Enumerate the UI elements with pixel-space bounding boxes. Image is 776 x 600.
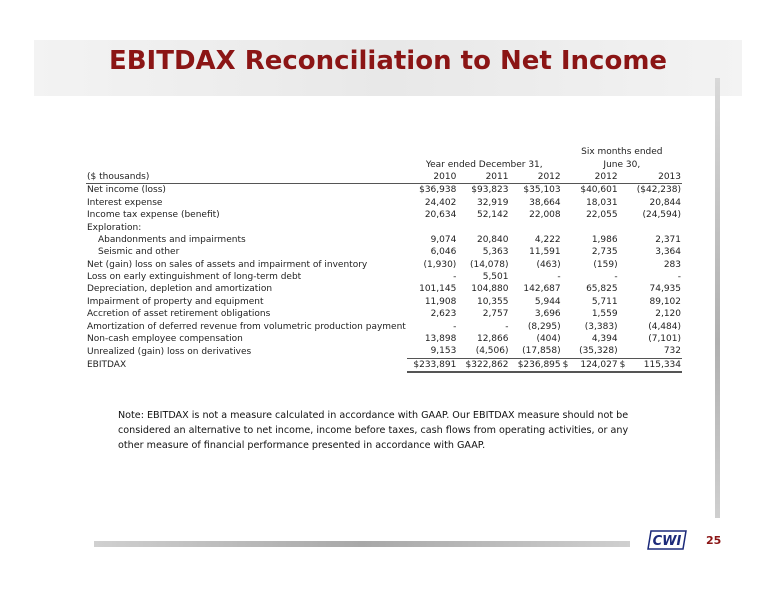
row-label: Interest expense — [87, 197, 163, 208]
header-row-six-months — [86, 146, 682, 158]
spacer-cell — [562, 345, 572, 358]
table-row — [86, 197, 682, 209]
units-label: ($ thousands) — [86, 171, 407, 184]
row-value: 5,944 — [534, 296, 561, 307]
row-value: 4,394 — [591, 334, 618, 345]
row-value: 3,364 — [655, 247, 681, 258]
row-value: 732 — [663, 346, 681, 357]
row-value: 5,711 — [591, 296, 618, 307]
spacer-cell — [562, 234, 572, 246]
row-label: Unrealized (gain) loss on derivatives — [87, 346, 252, 357]
row-value: $35,103 — [523, 185, 561, 196]
spacer-cell — [619, 221, 629, 233]
right-decorative-bar — [715, 78, 720, 518]
table-row — [86, 184, 682, 197]
row-value: 18,031 — [586, 197, 618, 208]
year-col-3: 2012 — [509, 171, 561, 184]
spacer-cell — [562, 259, 572, 271]
row-label: Income tax expense (benefit) — [87, 210, 220, 221]
table-row — [86, 246, 682, 258]
row-label: Impairment of property and equipment — [87, 296, 264, 307]
spacer-cell — [619, 197, 629, 209]
row-value: 9,074 — [430, 234, 457, 245]
row-value: 2,371 — [655, 234, 681, 245]
slide-title: EBITDAX Reconciliation to Net Income — [108, 46, 668, 76]
table-row — [86, 320, 682, 332]
company-logo — [647, 530, 687, 550]
row-value: 12,866 — [476, 334, 509, 345]
row-value: 283 — [663, 259, 681, 270]
row-label: Accretion of asset retirement obligations — [87, 309, 271, 320]
row-value: 32,919 — [476, 197, 509, 208]
total-value: $322,862 — [457, 358, 509, 372]
row-value: 6,046 — [430, 247, 457, 258]
row-value: 24,402 — [424, 197, 457, 208]
spacer-cell — [562, 296, 572, 308]
row-value: $40,601 — [580, 185, 618, 196]
spacer-cell — [562, 283, 572, 295]
row-value: 2,757 — [482, 309, 509, 320]
row-value: 101,145 — [419, 284, 457, 295]
row-value: 65,825 — [586, 284, 618, 295]
row-value: - — [453, 272, 457, 283]
year-ended-header: Year ended December 31, — [425, 159, 543, 170]
spacer-cell — [619, 271, 629, 283]
row-value — [407, 221, 458, 233]
row-value: 89,102 — [649, 296, 681, 307]
row-value: 1,986 — [591, 234, 618, 245]
spacer-cell — [619, 184, 629, 197]
spacer-cell — [562, 246, 572, 258]
spacer-cell — [619, 345, 629, 358]
row-value: 142,687 — [523, 284, 561, 295]
spacer-cell — [562, 320, 572, 332]
spacer-cell — [562, 184, 572, 197]
row-value — [457, 221, 509, 233]
spacer-cell — [562, 221, 572, 233]
reconciliation-table — [86, 146, 682, 373]
currency-symbol: $ — [562, 358, 572, 372]
row-value: - — [453, 321, 457, 332]
row-value: 10,355 — [476, 296, 509, 307]
row-value: 2,623 — [430, 309, 457, 320]
row-value: (17,858) — [522, 346, 561, 357]
row-value: 22,008 — [529, 210, 561, 221]
footer-bar — [94, 541, 630, 547]
total-value: 115,334 — [629, 358, 682, 372]
total-value: $236,895 — [509, 358, 561, 372]
row-value: 52,142 — [476, 210, 509, 221]
row-value: 11,591 — [529, 247, 561, 258]
row-value: 104,880 — [471, 284, 509, 295]
row-label: Loss on early extinguishment of long-term debt — [87, 272, 302, 283]
row-value: - — [614, 272, 618, 283]
year-col-1: 2010 — [407, 171, 458, 184]
row-value: $36,938 — [419, 185, 457, 196]
row-value: (463) — [536, 259, 561, 270]
row-value: (3,383) — [584, 321, 618, 332]
row-label: Non-cash employee compensation — [87, 334, 243, 345]
spacer-cell — [562, 197, 572, 209]
table-row — [86, 259, 682, 271]
spacer-cell — [562, 308, 572, 320]
spacer-cell — [619, 246, 629, 258]
six-months-header-line2: June 30, — [603, 159, 641, 170]
row-value: (8,295) — [527, 321, 561, 332]
spacer-cell — [562, 209, 572, 221]
row-value: (24,594) — [642, 210, 681, 221]
table-row — [86, 271, 682, 283]
table-row — [86, 283, 682, 295]
spacer-cell — [619, 259, 629, 271]
year-col-2: 2011 — [457, 171, 509, 184]
table-row — [86, 221, 682, 233]
spacer-cell — [619, 283, 629, 295]
total-value: $233,891 — [407, 358, 458, 372]
row-value: 1,559 — [591, 309, 618, 320]
page-number: 25 — [706, 534, 722, 547]
header-row-years — [86, 171, 682, 184]
row-value: (159) — [593, 259, 618, 270]
row-value: (4,484) — [648, 321, 681, 332]
logo-text: CWI — [652, 534, 682, 549]
row-value: - — [557, 272, 561, 283]
row-value: $93,823 — [471, 185, 509, 196]
row-value: - — [677, 272, 681, 283]
header-row-periods — [86, 158, 682, 170]
row-value: 2,120 — [655, 309, 681, 320]
row-value: 3,696 — [534, 309, 561, 320]
row-value: (404) — [536, 334, 561, 345]
row-value: 38,664 — [529, 197, 561, 208]
row-value: 13,898 — [424, 334, 457, 345]
row-value: 5,363 — [482, 247, 509, 258]
table-row — [86, 209, 682, 221]
spacer-cell — [619, 209, 629, 221]
row-label: Depreciation, depletion and amortization — [87, 284, 273, 295]
spacer-cell — [562, 271, 572, 283]
row-value — [572, 221, 619, 233]
row-label: Abandonments and impairments — [98, 234, 246, 245]
year-col-5: 2013 — [629, 171, 682, 184]
spacer-cell — [619, 308, 629, 320]
six-months-header-line1: Six months ended — [581, 147, 663, 158]
row-value: 20,844 — [649, 197, 681, 208]
row-value: 9,153 — [430, 346, 457, 357]
row-value — [629, 221, 682, 233]
spacer-cell — [562, 333, 572, 345]
row-value: (7,101) — [648, 334, 681, 345]
total-row-ebitdax — [86, 358, 682, 372]
row-value: (14,078) — [469, 259, 509, 270]
row-value: 2,735 — [591, 247, 618, 258]
table-row — [86, 234, 682, 246]
spacer-cell — [619, 234, 629, 246]
spacer-cell — [619, 333, 629, 345]
year-col-4: 2012 — [572, 171, 619, 184]
spacer-cell — [619, 296, 629, 308]
currency-symbol: $ — [619, 358, 629, 372]
row-value: 20,840 — [476, 234, 509, 245]
row-value: (4,506) — [475, 346, 509, 357]
table-row — [86, 345, 682, 358]
total-label: EBITDAX — [87, 360, 127, 371]
row-value: 20,634 — [424, 210, 457, 221]
row-label: Amortization of deferred revenue from volumetric production payment — [87, 321, 406, 332]
row-label: Net (gain) loss on sales of assets and impairment of inventory — [87, 259, 368, 270]
row-value: 74,935 — [649, 284, 681, 295]
total-value: 124,027 — [572, 358, 619, 372]
row-value: 5,501 — [482, 272, 509, 283]
row-label: Seismic and other — [98, 247, 180, 258]
table-row — [86, 296, 682, 308]
row-value: - — [505, 321, 509, 332]
row-label: Exploration: — [87, 222, 142, 233]
row-value: (35,328) — [579, 346, 618, 357]
row-value: ($42,238) — [636, 185, 681, 196]
row-value: 4,222 — [534, 234, 561, 245]
row-value: 11,908 — [424, 296, 457, 307]
row-value: (1,930) — [423, 259, 457, 270]
row-value — [509, 221, 561, 233]
table-row — [86, 333, 682, 345]
row-label: Net income (loss) — [87, 185, 166, 196]
table-row — [86, 308, 682, 320]
row-value: 22,055 — [586, 210, 618, 221]
spacer-cell — [619, 320, 629, 332]
gaap-note: Note: EBITDAX is not a measure calculated in accordance with GAAP. Our EBITDAX measure should not be considered an alternative to net income, income before taxes, cash flows from operating activities, or any other measure of financial performance presented in accordance with GAAP. — [118, 410, 629, 451]
